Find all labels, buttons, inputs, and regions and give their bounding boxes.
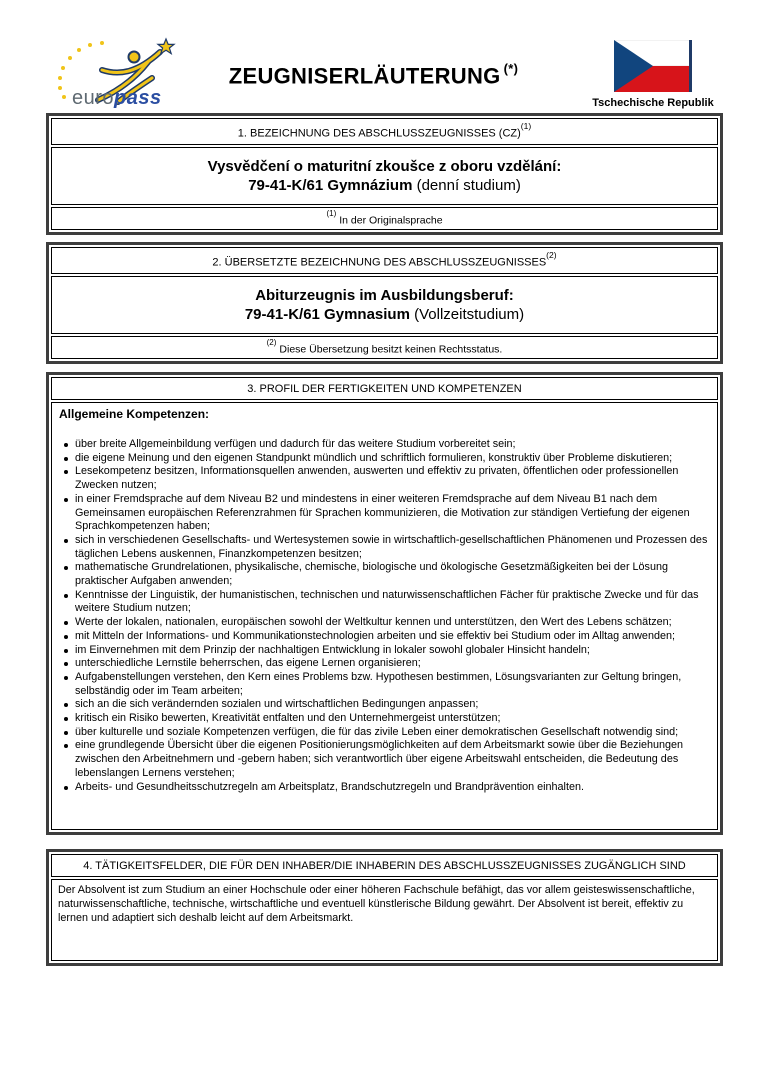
- competences-subheading: Allgemeine Kompetenzen:: [59, 407, 210, 422]
- page-title-text: ZEUGNISERLÄUTERUNG: [228, 63, 501, 89]
- list-item: mathematische Grundrelationen, physikalische, chemische, biologische und ökologische Gesetzmäßigkeiten bei der Lösung praktischer Aufgaben anwenden;: [75, 561, 711, 588]
- list-item: Lesekompetenz besitzen, Informationsquellen anwenden, auswerten und effektiv zu privaten, öffentlichen oder professionellen Zwecken nutzen;: [75, 465, 711, 492]
- section-2-title-line1: Abiturzeugnis im Ausbildungsberuf:: [255, 286, 514, 304]
- document-body: [0, 110, 768, 966]
- document-header: [0, 0, 768, 110]
- list-item: Arbeits- und Gesundheitsschutzregeln am Arbeitsplatz, Brandschutzregeln und Brandprävention einhalten.: [75, 781, 711, 795]
- country-block: [583, 38, 723, 109]
- page-title: [228, 60, 519, 89]
- list-item: Werte der lokalen, nationalen, europäischen sowohl der Weltkultur kennen und unterstützen, den Wert des Lebens schätzen;: [75, 616, 711, 630]
- section-2-title-line2: [56, 305, 713, 324]
- section-4-heading: [51, 854, 718, 877]
- section-4: [46, 849, 723, 966]
- section-1-title-mode: (denní studium): [416, 176, 521, 194]
- section-2-title-mode: (Vollzeitstudium): [414, 305, 525, 323]
- list-item: mit Mitteln der Informations- und Kommunikationstechnologien arbeiten und sie effektiv bei Studium oder im Alltag anwenden;: [75, 630, 711, 644]
- section-1-heading-text: 1. BEZEICHNUNG DES ABSCHLUSSZEUGNISSES (CZ): [237, 127, 521, 140]
- list-item: Aufgabenstellungen verstehen, den Kern eines Problems bzw. Hypothesen bestimmen, Lösungsvarianten zur Geltung bringen, selbständig oder im Team arbeiten;: [75, 671, 711, 698]
- list-item: sich an die sich verändernden sozialen und wirtschaftlichen Bedingungen anpassen;: [75, 698, 711, 712]
- europass-wordmark: [72, 87, 162, 110]
- country-label: Tschechische Republik: [592, 96, 714, 109]
- section-4-body: [51, 879, 718, 961]
- section-1-title-code: 79-41-K/61 Gymnázium: [248, 176, 413, 194]
- section-2-heading-text: 2. ÜBERSETZTE BEZEICHNUNG DES ABSCHLUSSZEUGNISSES: [212, 256, 547, 269]
- section-3: [46, 372, 723, 835]
- section-2-title-code: 79-41-K/61 Gymnasium: [244, 305, 410, 323]
- competences-list: [59, 438, 711, 794]
- list-item: unterschiedliche Lernstile beherrschen, das eigene Lernen organisieren;: [75, 657, 711, 671]
- list-item: eine grundlegende Übersicht über die eigenen Positionierungsmöglichkeiten auf dem Arbeitsmarkt sowie über die Beziehungen zwischen den Arbeitnehmern und -gebern haben; sich verantwortlich über eigene Arbeitswahl entscheiden, die Bedeutung des lebenslangen Lernens verstehen;: [75, 739, 711, 780]
- section-1-heading-footnote-marker: (1): [520, 121, 532, 131]
- list-item: sich in verschiedenen Gesellschafts- und Wertesystemen sowie in wirtschaftlich-gesellschaftlichen Phänomenen und Prozessen des täglichen Lebens auskennen, Finanzkompetenzen besitzen;: [75, 534, 711, 561]
- section-2-footnote-marker: (2): [266, 337, 277, 347]
- list-item: die eigene Meinung und den eigenen Standpunkt mündlich und schriftlich formulieren, konstruktiv über Probleme diskutieren;: [75, 452, 711, 466]
- list-item: im Einvernehmen mit dem Prinzip der nachhaltigen Entwicklung in lokaler sowohl globaler Hinsicht handeln;: [75, 644, 711, 658]
- section-3-body: [51, 402, 718, 830]
- section-3-heading-text: 3. PROFIL DER FERTIGKEITEN UND KOMPETENZEN: [247, 383, 522, 396]
- czech-flag-icon: [614, 40, 692, 92]
- section-1-footnote-marker: (1): [326, 208, 337, 218]
- section-2-body: [51, 276, 718, 334]
- section-1-title-line1: Vysvědčení o maturitní zkoušce z oboru vzdělání:: [207, 157, 562, 175]
- section-4-body-text: Der Absolvent ist zum Studium an einer Hochschule oder einer höheren Fachschule befähigt, das vor allem geisteswissenschaftliche, naturwissenschaftliche, technische, wirtschaftliche und eventuell künstlerische Bildung gewährt. Der Absolvent ist bereit, effektiv zu lernen und adaptiert sich deshalb leicht auf dem Arbeitsmarkt.: [58, 884, 695, 924]
- section-1-heading: [51, 118, 718, 145]
- section-2-heading-footnote-marker: (2): [546, 250, 557, 261]
- section-4-heading-text: 4. TÄTIGKEITSFELDER, DIE FÜR DEN INHABER/DIE INHABERIN DES ABSCHLUSSZEUGNISSES ZUGÄNGLICH SIND: [83, 860, 686, 873]
- section-2: [46, 242, 723, 364]
- section-1-body: [51, 147, 718, 205]
- section-1-footnote: [51, 207, 718, 231]
- europass-logo: [46, 36, 228, 110]
- list-item: Kenntnisse der Linguistik, der humanistischen, technischen und naturwissenschaftlichen Fächer für praktische Zwecke und für das weitere Studium nutzen;: [75, 589, 711, 616]
- section-1-title-line2: [56, 176, 713, 195]
- title-block: [228, 57, 583, 89]
- section-1-footnote-text: In der Originalsprache: [339, 214, 443, 227]
- list-item: kritisch ein Risiko bewerten, Kreativität entfalten und den Unternehmergeist unterstützen;: [75, 712, 711, 726]
- europass-wordmark-pass: pass: [114, 87, 162, 109]
- list-item: über kulturelle und soziale Kompetenzen verfügen, die für das zivile Leben einer demokratischen Gesellschaft notwendig sind;: [75, 726, 711, 740]
- section-1: [46, 113, 723, 235]
- europass-wordmark-euro: euro: [72, 87, 115, 109]
- page-title-footnote-marker: (*): [503, 60, 519, 76]
- list-item: in einer Fremdsprache auf dem Niveau B2 und mindestens in einer weiteren Fremdsprache auf dem Niveau B1 nach dem Gemeinsamen europäischen Referenzrahmen für Sprachen kommunizieren, die Motivation zur ständigen Vertiefung der eigenen Sprachkompetenzen haben;: [75, 493, 711, 534]
- section-2-footnote: [51, 336, 718, 360]
- section-3-heading: [51, 377, 718, 400]
- list-item: über breite Allgemeinbildung verfügen und dadurch für das weitere Studium vorbereitet sein;: [75, 438, 711, 452]
- section-2-heading: [51, 247, 718, 274]
- section-2-footnote-text: Diese Übersetzung besitzt keinen Rechtsstatus.: [279, 343, 503, 356]
